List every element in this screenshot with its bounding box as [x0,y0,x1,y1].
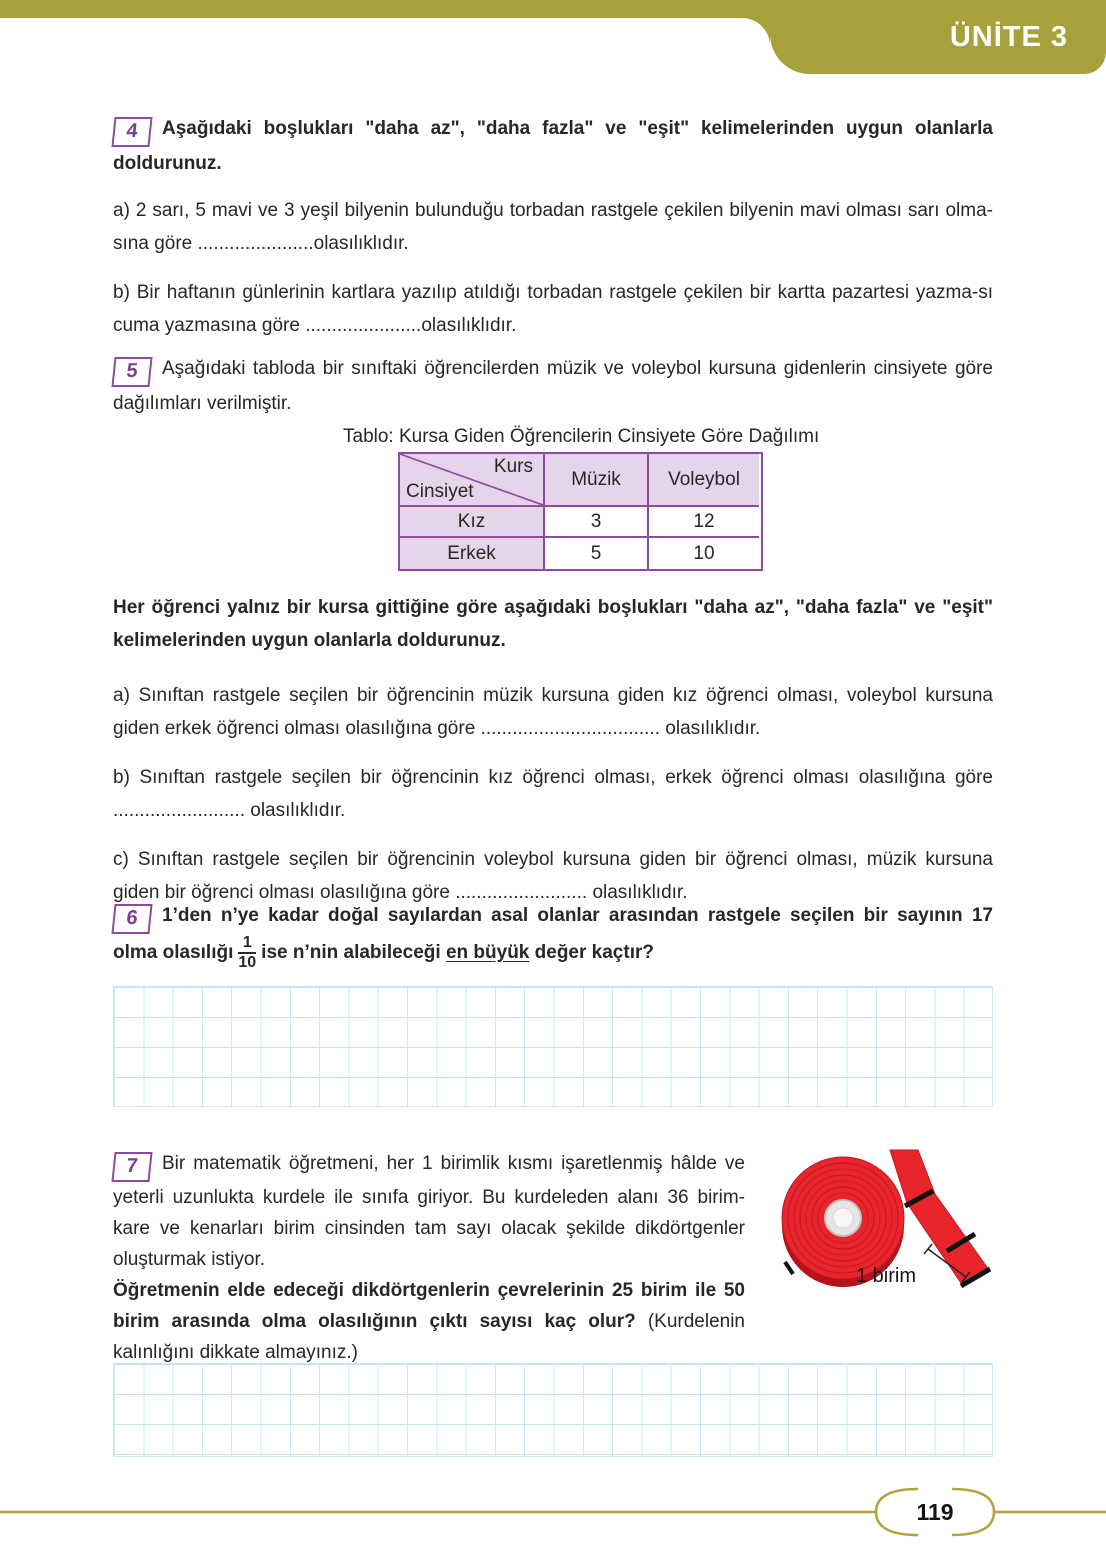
fraction-denominator: 10 [238,953,257,971]
ribbon-unit-label: 1 birim [855,1265,916,1287]
question-7-text-block [113,1148,745,1368]
question-5-number: 5 [111,357,152,387]
question-4-item-b: b) Bir haftanın günlerinin kartlara yazılıp atıldığı torbadan rastgele çekilen bir kartta pazartesi yazma-sı cuma yazmasına göre ......................olasılıklıdır. [113,282,993,336]
fraction [238,934,256,971]
question-6-text [113,897,993,972]
question-4-item-a: a) 2 sarı, 5 mavi ve 3 yeşil bilyenin bulunduğu torbadan rastgele çekilen bilyenin mavi olması sarı olma-sına göre ......................olasılıklıdır. [113,200,993,254]
fraction-numerator: 1 [238,934,256,954]
question-6-text-before: 1’den n’ye kadar doğal sayılardan asal olanlar arasından rastgele seçilen bir sayının 17 olma olasılığı [113,905,993,963]
question-5-intro-text: Aşağıdaki tabloda bir sınıftaki öğrencilerden müzik ve voleybol kursuna gidenlerin cinsiyete göre dağılımları verilmiştir. [113,358,993,414]
question-4-intro-text: Aşağıdaki boşlukları "daha az", "daha fazla" ve "eşit" kelimelerinden uygun olanlarla doldurunuz. [113,118,993,174]
question-6 [113,897,993,972]
question-5-item-a: a) Sınıftan rastgele seçilen bir öğrencinin müzik kursuna giden kız öğrenci olması, voleybol kursuna giden erkek öğrenci olması olasılığına göre .................................. olasılıklıdır. [113,685,993,739]
answer-grid-2 [113,1363,993,1457]
table-cell: 5 [545,538,649,569]
ribbon-spool-illustration [755,1148,993,1318]
unit-label: ÜNİTE 3 [949,20,1068,53]
question-5-intro [113,352,993,420]
question-7-text [113,1148,745,1368]
table-col-voleybol: Voleybol [649,454,759,507]
table-cell: 3 [545,507,649,538]
footer-ornament [0,1478,1106,1548]
question-4-intro [113,112,993,180]
question-7-number: 7 [111,1152,152,1182]
table-row-label: Erkek [400,538,545,569]
table-col-muzik: Müzik [545,454,649,507]
question-5-bold-instruction: Her öğrenci yalnız bir kursa gittiğine göre aşağıdaki boşlukları "daha az", "daha fazla" ve "eşit" kelimelerinden uygun olanlarla doldurunuz. [113,597,993,651]
table-cell: 10 [693,542,715,564]
question-6-underlined: en büyük [445,942,530,963]
question-6-text-end: değer kaçtır? [534,942,654,963]
table-cell: 12 [649,507,759,538]
question-6-number: 6 [111,904,152,934]
question-5-item-c: c) Sınıftan rastgele seçilen bir öğrencinin voleybol kursuna giden bir öğrenci olması, müzik kursuna giden bir öğrenci olması olasılığına göre ......................... olasılıklıdır. [113,849,993,903]
course-gender-table [398,452,763,571]
question-7-normal-text: Bir matematik öğretmeni, her 1 birimlik kısmı işaretlenmiş hâlde ve yeterli uzunlukta kurdele ile sınıfa giriyor. Bu kurdeleden alanı 36 birim-kare ve kenarları birim cinsinden tam sayı olacak şekilde dikdörtgenler oluşturmak istiyor. [113,1153,745,1270]
footer [0,1478,1106,1548]
table-row-label: Kız [400,507,545,538]
unit-tab [770,0,1106,74]
question-4 [113,112,993,342]
question-7 [113,1148,993,1368]
question-5-item-b: b) Sınıftan rastgele seçilen bir öğrencinin kız öğrenci olması, erkek öğrenci olması olasılığına göre ......................... olasılıklıdır. [113,767,993,821]
table-corner-cell [400,454,545,507]
question-7-paren-text: (Kurdelenin kalınlığını dikkate almayınız.) [113,1311,745,1363]
question-4-number: 4 [111,117,152,147]
table-corner-top-label: Kurs [493,456,533,477]
question-7-bold-text: Öğretmenin elde edeceği dikdörtgenlerin çevrelerinin 25 birim ile 50 birim arasında olma olasılığının çıktı sayısı kaç olur? [113,1280,745,1332]
table-title: Tablo: Kursa Giden Öğrencilerin Cinsiyete Göre Dağılımı [343,426,820,447]
answer-grid-1 [113,986,993,1107]
question-6-text-after: ise n’nin alabileceği [261,942,441,963]
page-number: 119 [916,1499,954,1525]
question-5 [113,352,993,909]
ribbon-image [755,1148,993,1368]
table-corner-bottom-label: Cinsiyet [406,481,474,502]
